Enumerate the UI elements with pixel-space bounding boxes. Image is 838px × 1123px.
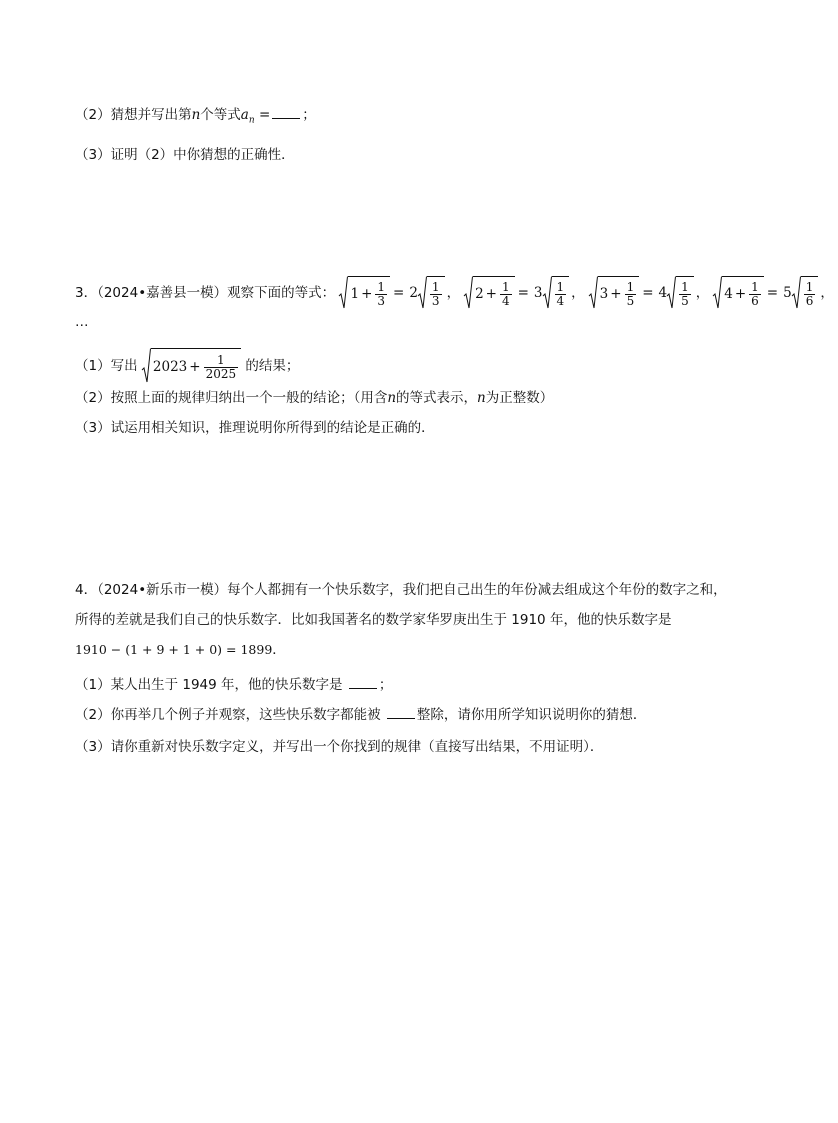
q4-formula: 1910 − (1 + 9 + 1 + 0) = 1899	[75, 642, 273, 657]
q4-part1-a: （1）某人出生于 1949 年，他的快乐数字是	[75, 677, 343, 693]
q3-part1-sqrt: 2023 + $\frac{1}{2025}$	[142, 348, 241, 384]
q4-part3: （3）请你重新对快乐数字定义，并写出一个你找到的规律（直接写出结果，不用证明）．	[75, 739, 604, 755]
equation-left-sqrt: 3 + $\frac{1}{5}$	[589, 276, 640, 310]
q2-part2-sub: n	[248, 115, 255, 126]
q4-line3	[75, 640, 286, 660]
q3-part2-a: （2）按照上面的规律归纳出一个一般的结论；（用含	[75, 390, 388, 406]
equation-left-sqrt: 4 + $\frac{1}{6}$	[713, 276, 764, 310]
q2-part2-text: （2）猜想并写出第	[75, 107, 192, 123]
frac-num: 1	[431, 279, 440, 294]
frac-den: 2025	[205, 366, 237, 381]
q3-equation: 4 + $\frac{1}{6}$ = 5 $\frac{1}{6}$	[713, 276, 818, 310]
frac-den: 5	[681, 293, 689, 308]
equation-right-sqrt	[792, 276, 819, 310]
eq-int: 1	[350, 286, 360, 302]
frac-num: 1	[377, 279, 386, 294]
eq-int: 2	[475, 286, 484, 302]
frac-den: 4	[556, 293, 565, 308]
q3-part2-var2: n	[477, 390, 486, 406]
eq-frac	[679, 281, 691, 308]
q2-part2-a: a	[240, 107, 249, 123]
frac-den: 3	[377, 293, 386, 308]
frac-num: 1	[805, 279, 814, 294]
q4-part1	[75, 675, 392, 695]
equation-left-sqrt: 1 + $\frac{1}{3}$	[339, 276, 390, 310]
q2-part3: （3）证明（2）中你猜想的正确性．	[75, 147, 295, 163]
eq-frac	[375, 281, 387, 308]
eq-frac	[804, 281, 816, 308]
answer-blank[interactable]	[272, 106, 300, 119]
q2-part2-var: n	[191, 107, 201, 123]
equation-right-sqrt	[418, 276, 445, 310]
q4-part2-a: （2）你再举几个例子并观察，这些快乐数字都能被	[75, 707, 381, 723]
q3-part2-c: 为正整数）	[485, 390, 554, 406]
equation-right-sqrt	[667, 276, 694, 310]
frac-num: 1	[556, 279, 565, 294]
q3-equations	[339, 279, 837, 308]
q3-part1-suffix: 的结果；	[245, 358, 300, 374]
q3-lead: 3．（2024•嘉善县一模）观察下面的等式：	[75, 285, 336, 301]
q3-part1	[75, 348, 299, 384]
frac-den: 3	[431, 293, 440, 308]
q3-equation: 1 + $\frac{1}{3}$ = 2 $\frac{1}{3}$	[339, 276, 444, 310]
q4-line2: 所得的差就是我们自己的快乐数字．比如我国著名的数学家华罗庚出生于 1910 年，他的快乐数字是	[75, 612, 672, 628]
frac-num: 1	[501, 279, 510, 294]
q2-part2-mid: 个等式	[200, 107, 241, 123]
separator-comma: ，	[820, 285, 834, 301]
eq-frac	[749, 281, 761, 308]
answer-blank[interactable]	[387, 706, 415, 719]
eq-coef: 2	[409, 285, 418, 301]
separator-comma: ，	[571, 285, 585, 301]
q3-lead-line	[75, 276, 838, 310]
q4-line1: 4．（2024•新乐市一模）每个人都拥有一个快乐数字，我们把自己出生的年份减去组成这个年份的数字之和，	[75, 582, 727, 598]
q3-part3: （3）试运用相关知识，推理说明你所得到的结论是正确的．	[75, 420, 435, 436]
q3-part1-frac	[204, 354, 239, 381]
frac-den: 6	[805, 293, 814, 308]
q2-part2	[75, 105, 316, 131]
q3-ellipsis: …	[75, 314, 89, 330]
separator-comma: ，	[695, 285, 710, 301]
frac-num: 1	[217, 352, 225, 367]
q2-part2-eq: =	[258, 107, 271, 123]
eq-frac	[625, 281, 637, 308]
q3-part1-int: 2023	[152, 359, 188, 375]
q4-line3-end: ．	[272, 642, 286, 658]
eq-frac	[430, 281, 442, 308]
q3-part1-prefix: （1）写出	[75, 358, 138, 374]
answer-blank[interactable]	[349, 676, 377, 689]
frac-num: 1	[751, 279, 759, 294]
q3-part2-var1: n	[387, 390, 397, 406]
frac-den: 4	[501, 293, 510, 308]
q3-equation: 3 + $\frac{1}{5}$ = 4 $\frac{1}{5}$	[589, 276, 694, 310]
q4-part2-b: 整除，请你用所学知识说明你的猜想．	[416, 707, 647, 723]
eq-frac	[500, 281, 512, 308]
q2-part2-end: ；	[302, 107, 316, 123]
frac-den: 5	[626, 293, 635, 308]
eq-int: 4	[724, 286, 733, 302]
q4-part1-b: ；	[378, 677, 393, 693]
frac-num: 1	[626, 279, 635, 294]
eq-int: 3	[599, 286, 609, 302]
eq-coef: 3	[533, 285, 543, 301]
equation-right-sqrt	[543, 276, 570, 310]
frac-den: 6	[751, 293, 759, 308]
q3-part2-b: 的等式表示，	[396, 390, 478, 406]
q3-part2	[75, 388, 553, 408]
separator-comma: ，	[446, 285, 461, 301]
eq-coef: 4	[658, 285, 668, 301]
q3-equation: 2 + $\frac{1}{4}$ = 3 $\frac{1}{4}$	[464, 276, 569, 310]
eq-coef: 5	[783, 285, 792, 301]
equation-left-sqrt: 2 + $\frac{1}{4}$	[464, 276, 515, 310]
frac-num: 1	[681, 279, 689, 294]
eq-frac	[555, 281, 567, 308]
q4-part2	[75, 705, 646, 725]
